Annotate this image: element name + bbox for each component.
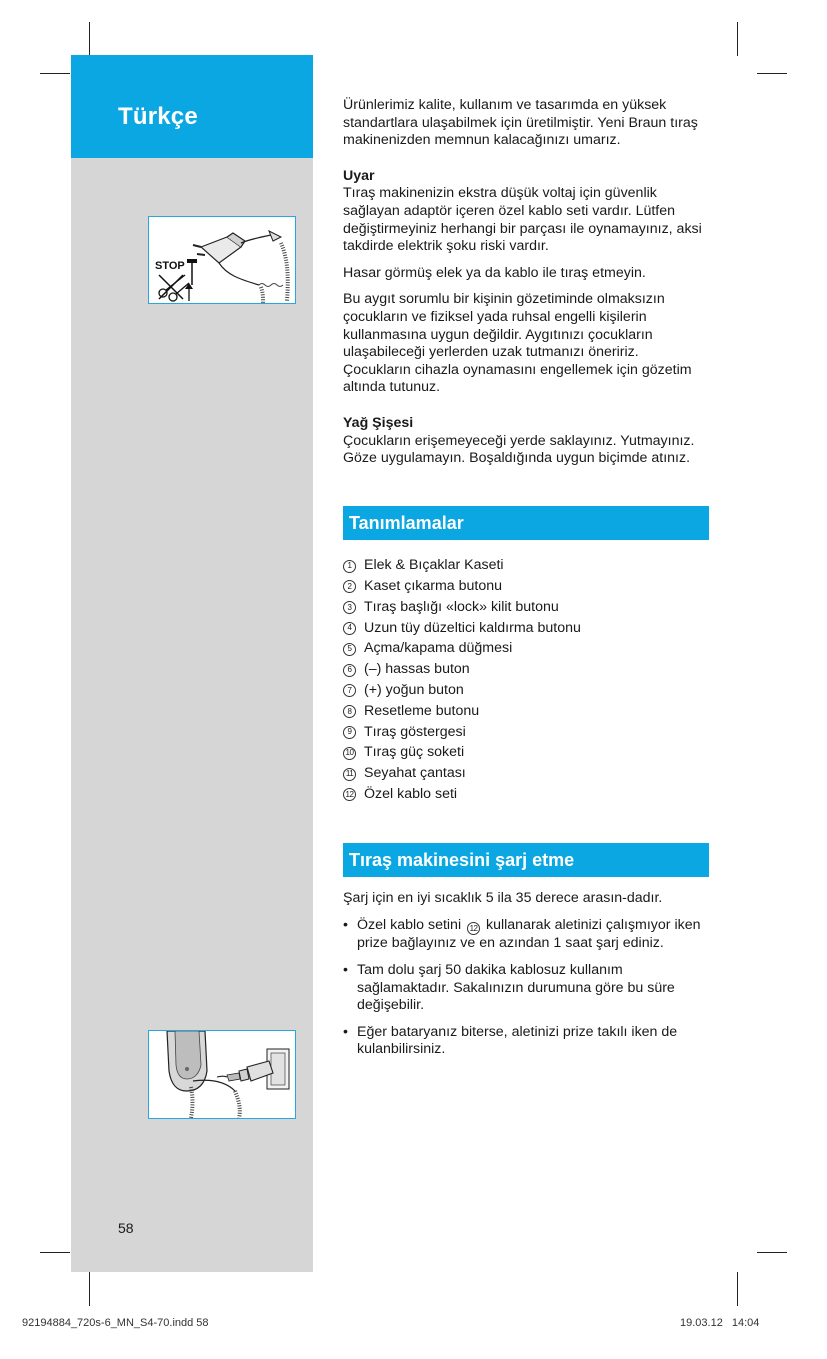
charging-bullet-connect: [343, 917, 709, 953]
bullet-text: Tam dolu şarj 50 dakika kablosuz kullanım sağlamaktadır. Sakalınızın durumuna göre bu süre değişebilir.: [357, 961, 675, 1014]
sidebar: [71, 55, 313, 1272]
list-item: [343, 639, 709, 660]
list-item: [343, 701, 709, 722]
item-label: (–) hassas buton: [364, 661, 470, 678]
crop-mark: [89, 1272, 90, 1306]
charging-illustration: [148, 1030, 296, 1119]
footer-file-info: 92194884_720s-6_MN_S4-70.indd 58: [22, 1317, 209, 1329]
list-item: [343, 680, 709, 701]
crop-mark: [40, 1252, 70, 1253]
item-number: 5: [343, 643, 356, 656]
item-number: 2: [343, 580, 356, 593]
list-item: [343, 722, 709, 743]
item-label: Tıraş güç soketi: [364, 744, 465, 761]
item-number: 7: [343, 684, 356, 697]
bullet-dot: •: [343, 916, 348, 933]
content-column: [343, 97, 709, 1059]
svg-text:STOP: STOP: [155, 260, 185, 272]
oil-paragraph: Çocukların erişemeyeceği yerde saklayınız. Yutmayınız. Göze uygulamayın. Boşaldığında uygun biçimde atınız.: [343, 432, 695, 467]
language-banner: [71, 55, 313, 158]
crop-mark: [757, 1252, 787, 1253]
item-label: Resetleme butonu: [364, 702, 480, 719]
page-number: 58: [118, 1220, 134, 1236]
list-item: [343, 743, 709, 764]
reference-number: 12: [467, 922, 480, 935]
cord-warning-illustration: [148, 216, 296, 304]
parts-list: [343, 556, 709, 806]
intro-paragraph: Ürünlerimiz kalite, kullanım ve tasarımda en yüksek standartlara ulaşabilmek için üretilmiştir. Yeni Braun tıraş makinenizden memnun kalacağınızı umarız.: [343, 97, 698, 149]
item-label: Elek & Bıçaklar Kaseti: [364, 557, 504, 574]
warning-paragraph-damaged: Hasar görmüş elek ya da kablo ile tıraş etmeyin.: [343, 264, 646, 281]
crop-mark: [737, 1272, 738, 1306]
item-label: (+) yoğun buton: [364, 682, 464, 699]
bullet-text: Eğer bataryanız biterse, aletinizi prize takılı iken de kulanbilirsiniz.: [357, 1023, 678, 1058]
plug-stop-icon: [149, 217, 295, 303]
list-item: [343, 576, 709, 597]
charging-bullet-corded: [343, 1024, 709, 1059]
item-number: 9: [343, 726, 356, 739]
bullet-dot: •: [343, 961, 348, 978]
warning-paragraph-children: Bu aygıt sorumlu bir kişinin gözetiminde olmaksızın çocukların ve fiziksel yada ruhsal engelli kişilerin kullanmasına uygun değildir. Aygıtınızı çocukların ulaşabileceği yerlerden uzak tutmanızı öneririz. Çocukların cihazla oynamasını engellemek için gözetim altında tutunuz.: [343, 291, 692, 396]
item-label: Tıraş göstergesi: [364, 723, 466, 740]
item-label: Açma/kapama düğmesi: [364, 640, 513, 657]
bullet-text: Özel kablo setini: [357, 916, 462, 933]
crop-mark: [40, 73, 70, 74]
language-title: Türkçe: [118, 103, 198, 130]
bullet-text: kullanarak aletinizi çalışmıyor iken prize bağlayınız ve en azından 1 saat şarj ediniz.: [357, 916, 701, 952]
list-item: [343, 764, 709, 785]
charging-heading: Tıraş makinesini şarj etme: [343, 843, 709, 877]
item-number: 1: [343, 560, 356, 573]
shaver-charging-icon: [149, 1031, 295, 1118]
list-item: [343, 556, 709, 577]
list-item: [343, 660, 709, 681]
item-label: Kaset çıkarma butonu: [364, 578, 503, 595]
warning-heading: Uyar: [343, 167, 375, 184]
item-number: 3: [343, 601, 356, 614]
charging-bullet-runtime: [343, 962, 709, 1015]
warning-paragraph-cord: Tıraş makinenizin ekstra düşük voltaj için güvenlik sağlayan adaptör içeren özel kablo seti vardır. Lütfen değiştirmeyiniz herhangi bir parçası ile oynamayınız, aksi takdirde elektrik şoku riski vardır.: [343, 185, 702, 255]
list-item: [343, 618, 709, 639]
crop-mark: [757, 73, 787, 74]
item-label: Seyahat çantası: [364, 765, 466, 782]
oil-heading: Yağ Şişesi: [343, 414, 414, 431]
item-number: 11: [343, 768, 356, 781]
descriptions-heading: Tanımlamalar: [343, 506, 709, 540]
crop-mark: [737, 22, 738, 56]
list-item: [343, 784, 709, 805]
charging-intro: Şarj için en iyi sıcaklık 5 ila 35 derece arasın-dadır.: [343, 890, 663, 907]
bullet-dot: •: [343, 1023, 348, 1040]
crop-mark: [89, 22, 90, 56]
item-number: 10: [343, 747, 356, 760]
item-number: 8: [343, 705, 356, 718]
footer-date-time: 19.03.12 14:04: [680, 1317, 760, 1329]
item-label: Uzun tüy düzeltici kaldırma butonu: [364, 619, 581, 636]
item-number: 4: [343, 622, 356, 635]
item-label: Özel kablo seti: [364, 786, 458, 803]
list-item: [343, 597, 709, 618]
item-number: 12: [343, 788, 356, 801]
item-number: 6: [343, 664, 356, 677]
item-label: Tıraş başlığı «lock» kilit butonu: [364, 598, 559, 615]
